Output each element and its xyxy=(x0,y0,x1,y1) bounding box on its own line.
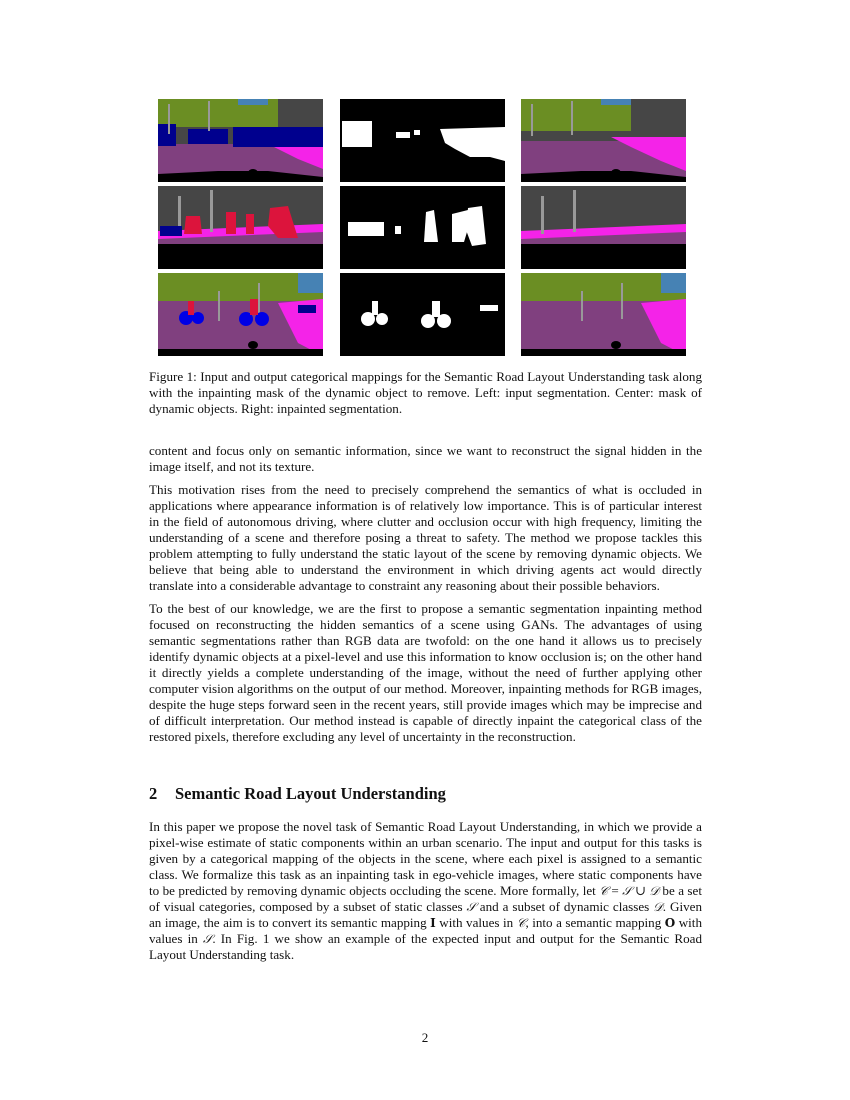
inpainted-segmentation-2-image xyxy=(521,186,686,269)
text-run: with values in xyxy=(149,915,702,946)
figure-caption: Figure 1: Input and output categorical mappings for the Semantic Road Layout Understanding task along with the inpainting mask of the dynamic object to remove. Left: input segmentation. Center: mask of dynamic objects. Right: inpainted segmentation. xyxy=(149,369,702,416)
mask-1 xyxy=(340,99,505,182)
math-symbol: 𝒟 xyxy=(653,900,663,914)
text-run: be a set of visual categories, composed by a subset of static classes xyxy=(149,883,702,914)
paragraph: This motivation rises from the need to precisely comprehend the semantics of what is occluded in applications where appearance information is of relatively low importance. This is of particular interest in the field of autonomous driving, where clutter and occlusion occur with high frequency, limiting the understanding of a scene and therefore posing a threat to safety. The method we propose tackles this problem attempting to fully understand the static layout of the scene by removing dynamic objects. We believe that being able to understand the environment in which driving agents act would directly translate into a considerable advantage to constraint any reasoning about their possible behaviors. xyxy=(149,482,702,593)
text-run: , into a semantic mapping xyxy=(525,915,665,930)
text-run: In this paper we propose the novel task of Semantic Road Layout Understanding, in which we provide a pixel-wise estimate of static components within an urban scenario. The input and output for this tasks is given by a categorical mapping of the objects in the scene, where each pixel is assigned to a semantic class. We formalize this task as an inpainting task in ego-vehicle images, where static components have to be predicted by removing dynamic objects occluding the scene. More formally, let xyxy=(149,819,702,898)
math-symbol: O xyxy=(664,916,676,930)
section-heading xyxy=(149,784,702,804)
math-symbol: 𝒮 xyxy=(203,932,213,946)
mask-1-image xyxy=(340,99,505,182)
math-symbol: 𝒟 xyxy=(649,884,659,898)
mask-2 xyxy=(340,186,505,269)
paragraph xyxy=(149,819,702,963)
inpainted-segmentation-3 xyxy=(521,273,686,356)
input-segmentation-3-image xyxy=(158,273,323,356)
inpainted-segmentation-2 xyxy=(521,186,686,269)
paragraph: content and focus only on semantic information, since we want to reconstruct the signal hidden in the image itself, and not its texture. xyxy=(149,443,702,474)
mask-2-image xyxy=(340,186,505,269)
input-segmentation-2 xyxy=(158,186,323,269)
math-symbol: 𝒮 xyxy=(622,884,632,898)
input-segmentation-1 xyxy=(158,99,323,182)
input-segmentation-1-image xyxy=(158,99,323,182)
mask-3-image xyxy=(340,273,505,356)
section-number: 2 xyxy=(149,784,158,803)
math-symbol: 𝒮 xyxy=(466,900,476,914)
paragraph: To the best of our knowledge, we are the first to propose a semantic segmentation inpainting method focused on reconstructing the hidden semantics of a scene using GANs. The advantages of using semantic segmentations rather than RGB data are twofold: on the one hand it allows us to precisely identify dynamic objects at a pixel-level and use this information to know occlusion is; on the other hand it directly yields a complete understanding of the image, without the need of further applying other computer vision algorithms on the output of our method. Moreover, inpainting methods for RGB images, despite the huge steps forward seen in the recent years, still provide images which may be imprecise and of difficult interpretation. Our method instead is capable of directly inpaint the categorical class of the restored pixels, therefore excluding any level of uncertainty in the reconstruction. xyxy=(149,601,702,744)
page-number: 2 xyxy=(421,1030,429,1045)
inpainted-segmentation-1-image xyxy=(521,99,686,182)
text-run: and a subset of dynamic classes xyxy=(475,899,654,914)
math-symbol: 𝒞 xyxy=(599,884,608,898)
math-symbol: I xyxy=(430,916,436,930)
math-symbol: 𝒞 xyxy=(516,916,526,930)
text-run: with values in xyxy=(435,915,517,930)
text-run: . Given an image, the aim is to convert its semantic mapping xyxy=(149,899,703,930)
math-operator: ∪ xyxy=(631,883,650,898)
inpainted-segmentation-3-image xyxy=(521,273,686,356)
math-operator: = xyxy=(608,883,623,898)
intro-text xyxy=(149,443,702,752)
section-text xyxy=(149,819,702,963)
input-segmentation-2-image xyxy=(158,186,323,269)
section-title: Semantic Road Layout Understanding xyxy=(175,784,446,803)
mask-3 xyxy=(340,273,505,356)
input-segmentation-3 xyxy=(158,273,323,356)
text-run: . In Fig. 1 we show an example of the expected input and output for the Semantic Road Layout Understanding task. xyxy=(149,931,702,962)
figure-1 xyxy=(158,99,686,357)
inpainted-segmentation-1 xyxy=(521,99,686,182)
